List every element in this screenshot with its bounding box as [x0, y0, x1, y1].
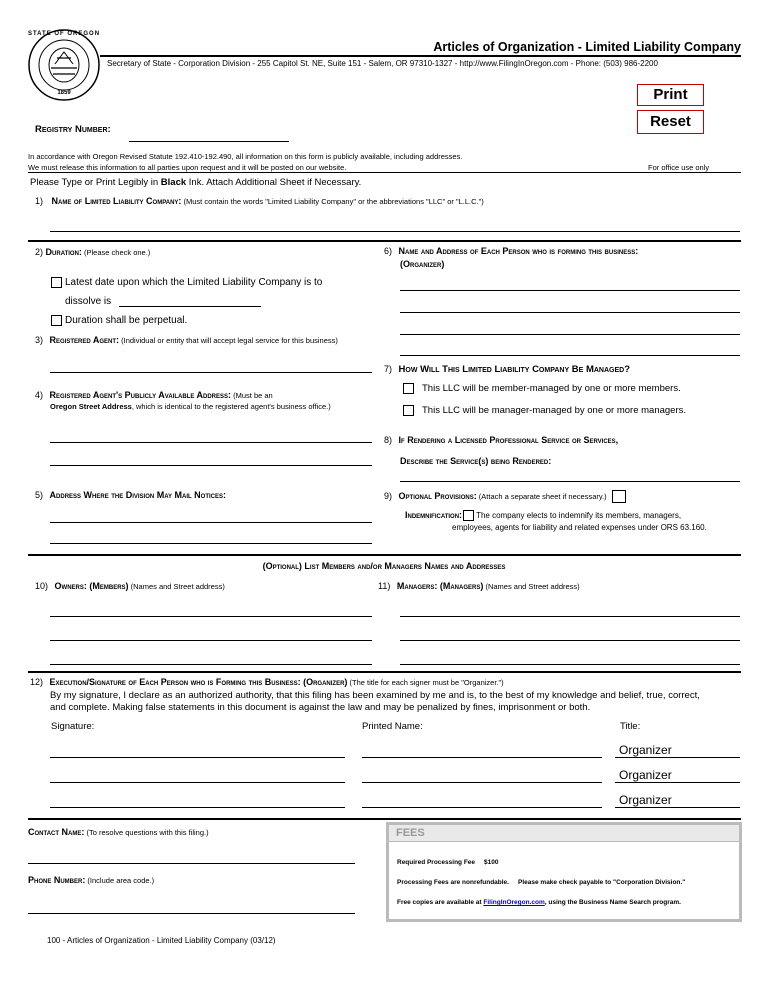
- print-button[interactable]: Print: [637, 84, 704, 106]
- signature-input-3[interactable]: [50, 807, 345, 808]
- instructions: Please Type or Print Legibly in Black Ink. Attach Additional Sheet if Necessary.: [30, 177, 362, 188]
- oregon-state-seal: [27, 28, 101, 102]
- duration-perpetual-option: Duration shall be perpetual.: [51, 315, 187, 326]
- fees-title-bar: [389, 825, 739, 842]
- form-footer: 100 - Articles of Organization - Limited Liability Company (03/12): [47, 936, 276, 945]
- section-1-rule: [28, 240, 741, 242]
- fees-line-2: Processing Fees are nonrefundable. Please make check payable to "Corporation Division.": [397, 879, 686, 886]
- seal-year: 1859: [57, 90, 71, 96]
- llc-name-input[interactable]: [50, 231, 740, 232]
- organizer-input-4[interactable]: [400, 355, 740, 356]
- printed-name-input-1[interactable]: [362, 757, 602, 758]
- contact-name: Contact Name: (To resolve questions with this filing.): [28, 827, 209, 837]
- optional-provisions-checkbox[interactable]: [612, 490, 626, 503]
- optional-members-header: (Optional) List Members and/or Managers Names and Addresses: [262, 561, 506, 571]
- signature-column-label: Signature:: [51, 721, 95, 732]
- notice-rule: [28, 172, 741, 173]
- organizer-input-1[interactable]: [400, 290, 740, 291]
- organizer-input-2[interactable]: [400, 312, 740, 313]
- fees-line-3: Free copies are available at FilingInOregon.com, using the Business Name Search program.: [397, 899, 681, 906]
- optional-rule: [28, 554, 741, 556]
- mail-address-input-2[interactable]: [50, 543, 372, 544]
- fees-box: [386, 822, 742, 922]
- registry-number-input[interactable]: [129, 141, 289, 142]
- indemnification: Indemnification: The company elects to indemnify its members, managers,: [405, 510, 682, 520]
- agent-address-input-2[interactable]: [50, 465, 372, 466]
- title-line-2: [615, 782, 740, 783]
- owners-input-3[interactable]: [50, 664, 372, 665]
- form-title: Articles of Organization - Limited Liability Company: [433, 40, 741, 54]
- title-organizer-1: Organizer: [619, 743, 672, 757]
- printed-name-column-label: Printed Name:: [362, 721, 423, 732]
- fees-line-1: Required Processing Fee $100: [397, 859, 499, 866]
- title-organizer-2: Organizer: [619, 768, 672, 782]
- phone-number-input[interactable]: [28, 913, 355, 914]
- manager-managed-option: This LLC will be manager-managed by one or more managers.: [403, 405, 686, 416]
- section-10: 10) Owners: (Members) (Names and Street address): [35, 581, 225, 591]
- dissolve-date-input[interactable]: [119, 306, 261, 307]
- notice-line-2: We must release this information to all parties upon request and it will be posted on our website.: [28, 163, 347, 172]
- office-use-label: For office use only: [648, 163, 710, 172]
- contact-rule: [28, 818, 741, 820]
- organizer-input-3[interactable]: [400, 334, 740, 335]
- declaration-line-1: By my signature, I declare as an authorized authority, that this filing has been examined by me and is, to the best of my knowledge and belief, true, correct,: [50, 690, 700, 701]
- indemnification-checkbox[interactable]: [463, 510, 474, 521]
- execution-rule: [28, 671, 741, 673]
- signature-input-2[interactable]: [50, 782, 345, 783]
- section-3: 3) Registered Agent: (Individual or entity that will accept legal service for this business): [35, 335, 338, 345]
- section-1: 1) Name of Limited Liability Company: (Must contain the words "Limited Liability Company" or the abbreviations "LLC" or "L.L.C."): [35, 196, 484, 206]
- manager-managed-checkbox[interactable]: [403, 405, 414, 416]
- section-12: 12) Execution/Signature of Each Person who is Forming this Business: (Organizer) (The title for each signer must be "Organizer."): [30, 677, 504, 687]
- section-9: 9) Optional Provisions: (Attach a separate sheet if necessary.): [384, 490, 629, 503]
- title-column-label: Title:: [620, 721, 641, 732]
- fees-title: FEES: [396, 827, 425, 839]
- declaration-line-2: and complete. Making false statements in this document is against the law and may be penalized by fines, imprisonment or both.: [50, 702, 591, 713]
- member-managed-option: This LLC will be member-managed by one or more members.: [403, 383, 681, 394]
- managers-input-2[interactable]: [400, 640, 740, 641]
- professional-services-input[interactable]: [400, 481, 740, 482]
- section-6: 6) Name and Address of Each Person who is forming this business: (Organizer): [384, 246, 639, 269]
- filing-in-oregon-link[interactable]: FilingInOregon.com: [483, 899, 545, 906]
- member-managed-checkbox[interactable]: [403, 383, 414, 394]
- duration-date-option: Latest date upon which the Limited Liability Company is to: [51, 277, 322, 288]
- indemnification-text-2: employees, agents for liability and related expenses under ORS 63.160.: [452, 523, 707, 532]
- notice-line-1: In accordance with Oregon Revised Statute 192.410-192.490, all information on this form is publicly available, including addresses.: [28, 152, 463, 161]
- duration-perpetual-checkbox[interactable]: [51, 315, 62, 326]
- owners-input-2[interactable]: [50, 640, 372, 641]
- header-rule: [100, 55, 741, 57]
- title-line-1: [615, 757, 740, 758]
- owners-input-1[interactable]: [50, 616, 372, 617]
- duration-date-checkbox[interactable]: [51, 277, 62, 288]
- seal-text: STATE OF OREGON: [27, 31, 101, 37]
- title-line-3: [615, 807, 740, 808]
- reset-button[interactable]: Reset: [637, 110, 704, 134]
- dissolve-label: dissolve is: [65, 296, 112, 307]
- section-8: 8) If Rendering a Licensed Professional Service or Services, Describe the Service(s) being Rendered:: [384, 435, 619, 466]
- section-11: 11) Managers: (Managers) (Names and Street address): [378, 581, 580, 591]
- printed-name-input-2[interactable]: [362, 782, 602, 783]
- header-address: Secretary of State - Corporation Division - 255 Capitol St. NE, Suite 151 - Salem, OR 97310-1327 - http://www.FilingInOregon.com - Phone: (503) 986-2200: [107, 59, 658, 68]
- mail-address-input-1[interactable]: [50, 522, 372, 523]
- section-2: 2) Duration: (Please check one.): [35, 247, 151, 257]
- contact-name-input[interactable]: [28, 863, 355, 864]
- section-7: 7) How Will This Limited Liability Company Be Managed?: [384, 364, 630, 375]
- section-5: 5) Address Where the Division May Mail Notices:: [35, 490, 226, 500]
- registered-agent-input[interactable]: [50, 372, 372, 373]
- managers-input-3[interactable]: [400, 664, 740, 665]
- phone-number: Phone Number: (Include area code.): [28, 875, 155, 885]
- registry-number-label: Registry Number:: [35, 124, 111, 135]
- title-organizer-3: Organizer: [619, 793, 672, 807]
- section-4: 4) Registered Agent's Publicly Available Address: (Must be an Oregon Street Address, which is identical to the registered agent's business office.): [35, 390, 331, 411]
- agent-address-input-1[interactable]: [50, 442, 372, 443]
- signature-input-1[interactable]: [50, 757, 345, 758]
- managers-input-1[interactable]: [400, 616, 740, 617]
- printed-name-input-3[interactable]: [362, 807, 602, 808]
